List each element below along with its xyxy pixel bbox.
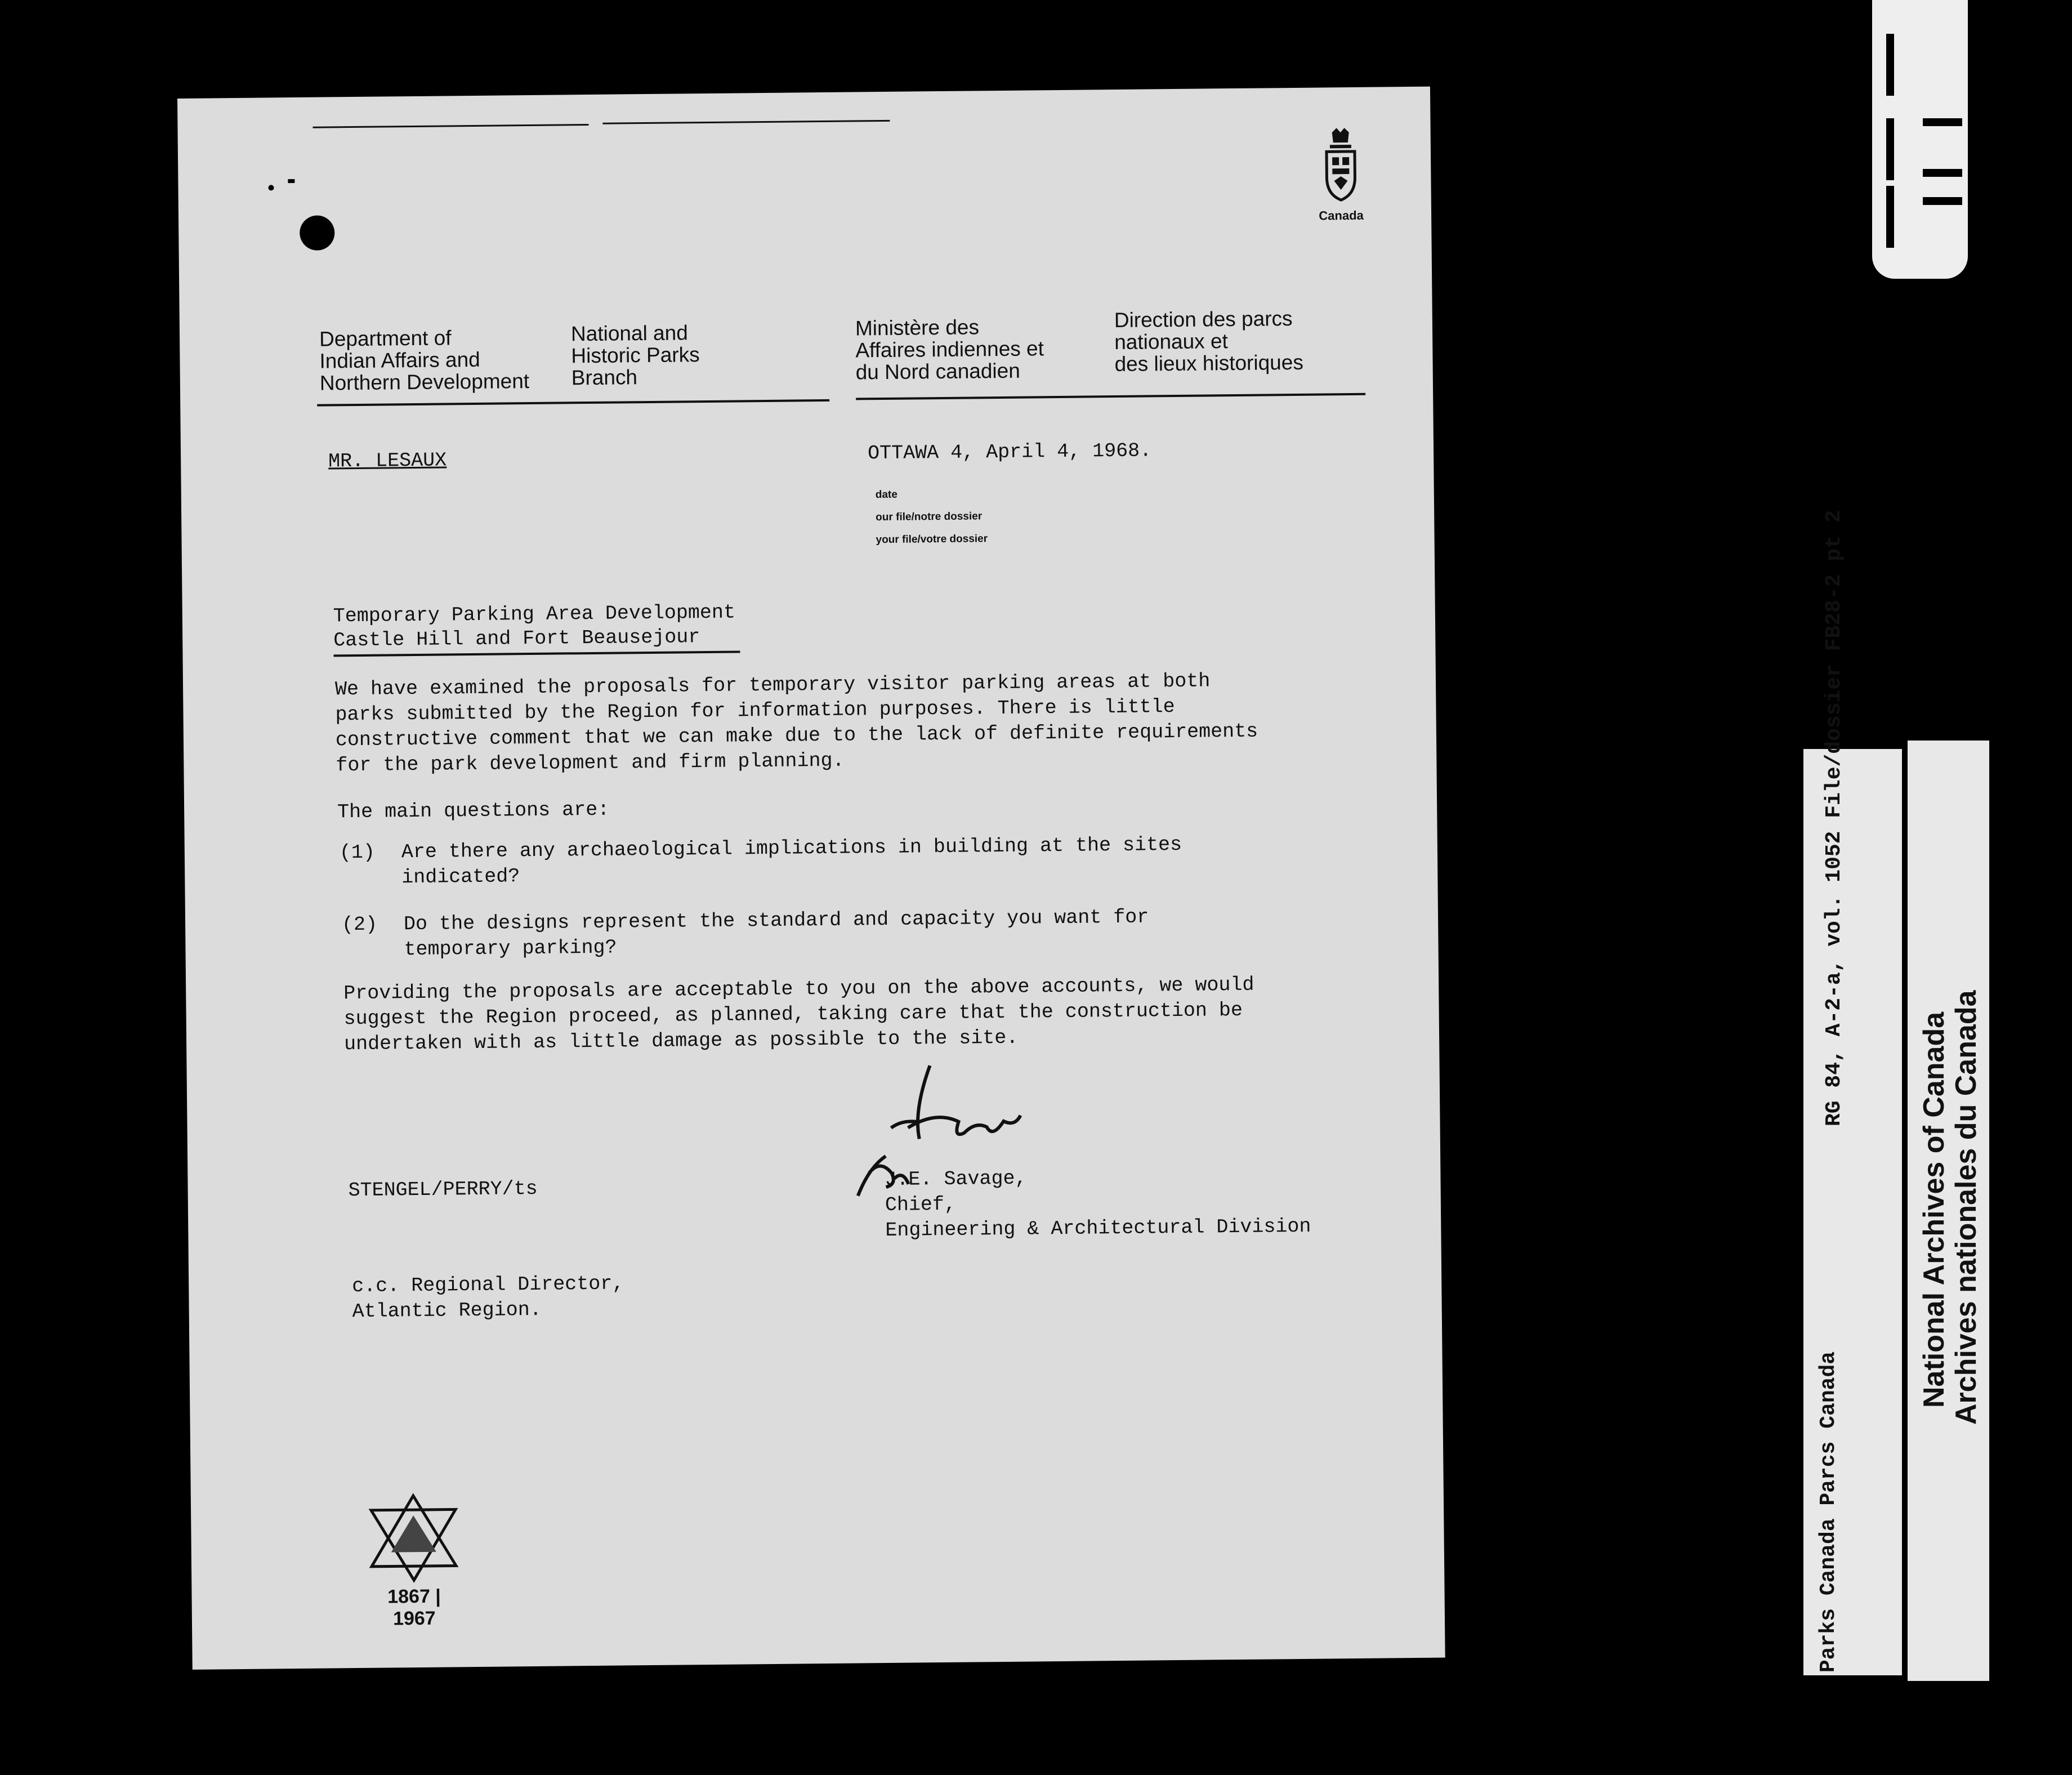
carbon-copy: c.c. Regional Director, Atlantic Region. [352,1272,624,1323]
question-2-text: Do the designs represent the standard and capacity you want for temporary parking? [403,906,1149,961]
field-date-label: date [875,488,897,501]
branch-name-en: National and Historic Parks Branch [570,321,700,390]
signature-block: J.E. Savage, Chief, Engineering & Architectural Division [885,1167,1311,1242]
stray-mark [288,179,294,183]
film-leader [1872,0,1968,279]
question-1-text: Are there any archaeological implications in building at the sites indicated? [401,833,1182,889]
archive-reference-text: RG 84, A-2-a, vol. 1052 File/dossier FB28-2 pt 2 [1822,510,1846,1126]
crest-label: Canada [1319,208,1364,223]
header-rule-left [317,399,829,407]
paragraph-3: Providing the proposals are acceptable to you on the above accounts, we would suggest the Region proceed, as planned, taking care that the construction be undertaken with as little damage as possible to the site. [343,973,1254,1056]
addressee: MR. LESAUX [328,449,447,473]
place-date: OTTAWA 4, April 4, 1968. [867,439,1152,465]
question-1-number: (1) [339,841,376,864]
subject-line-2: Castle Hill and Fort Beausejour [333,626,700,652]
top-rule-right [602,120,890,124]
department-name-en: Department of Indian Affairs and Northern Development [319,326,530,395]
top-rule-left [312,124,588,128]
punch-hole [300,215,335,251]
branch-name-fr: Direction des parcs nationaux et des lieux historiques [1114,307,1304,376]
paragraph-1: We have examined the proposals for temporary visitor parking areas at both parks submitted by the Region for information purposes. There is little constructive comment that we can make due to the lack of definite requirements for the park development and firm planning. [334,670,1258,777]
letter-page [177,87,1445,1670]
stray-mark [268,185,274,190]
canada-crest [1315,127,1367,223]
header-rule-right [856,393,1365,400]
centennial-logo [365,1492,462,1630]
centennial-years: 1867 | 1967 [387,1585,441,1630]
national-archives-en: National Archives of Canada [1918,1011,1950,1408]
field-your-file-label: your file/votre dossier [876,533,988,546]
paragraph-2: The main questions are: [337,798,610,824]
subject-line-1: Temporary Parking Area Development [333,601,736,628]
department-name-fr: Ministère des Affaires indiennes et du Nord canadien [855,315,1044,384]
typist-initials: STENGEL/PERRY/ts [348,1177,538,1202]
archive-parks-line: Parks Canada Parcs Canada [1816,1351,1841,1673]
field-our-file-label: our file/notre dossier [876,510,983,524]
question-2-number: (2) [341,913,378,936]
national-archives-fr: Archives nationales du Canada [1950,990,1982,1425]
